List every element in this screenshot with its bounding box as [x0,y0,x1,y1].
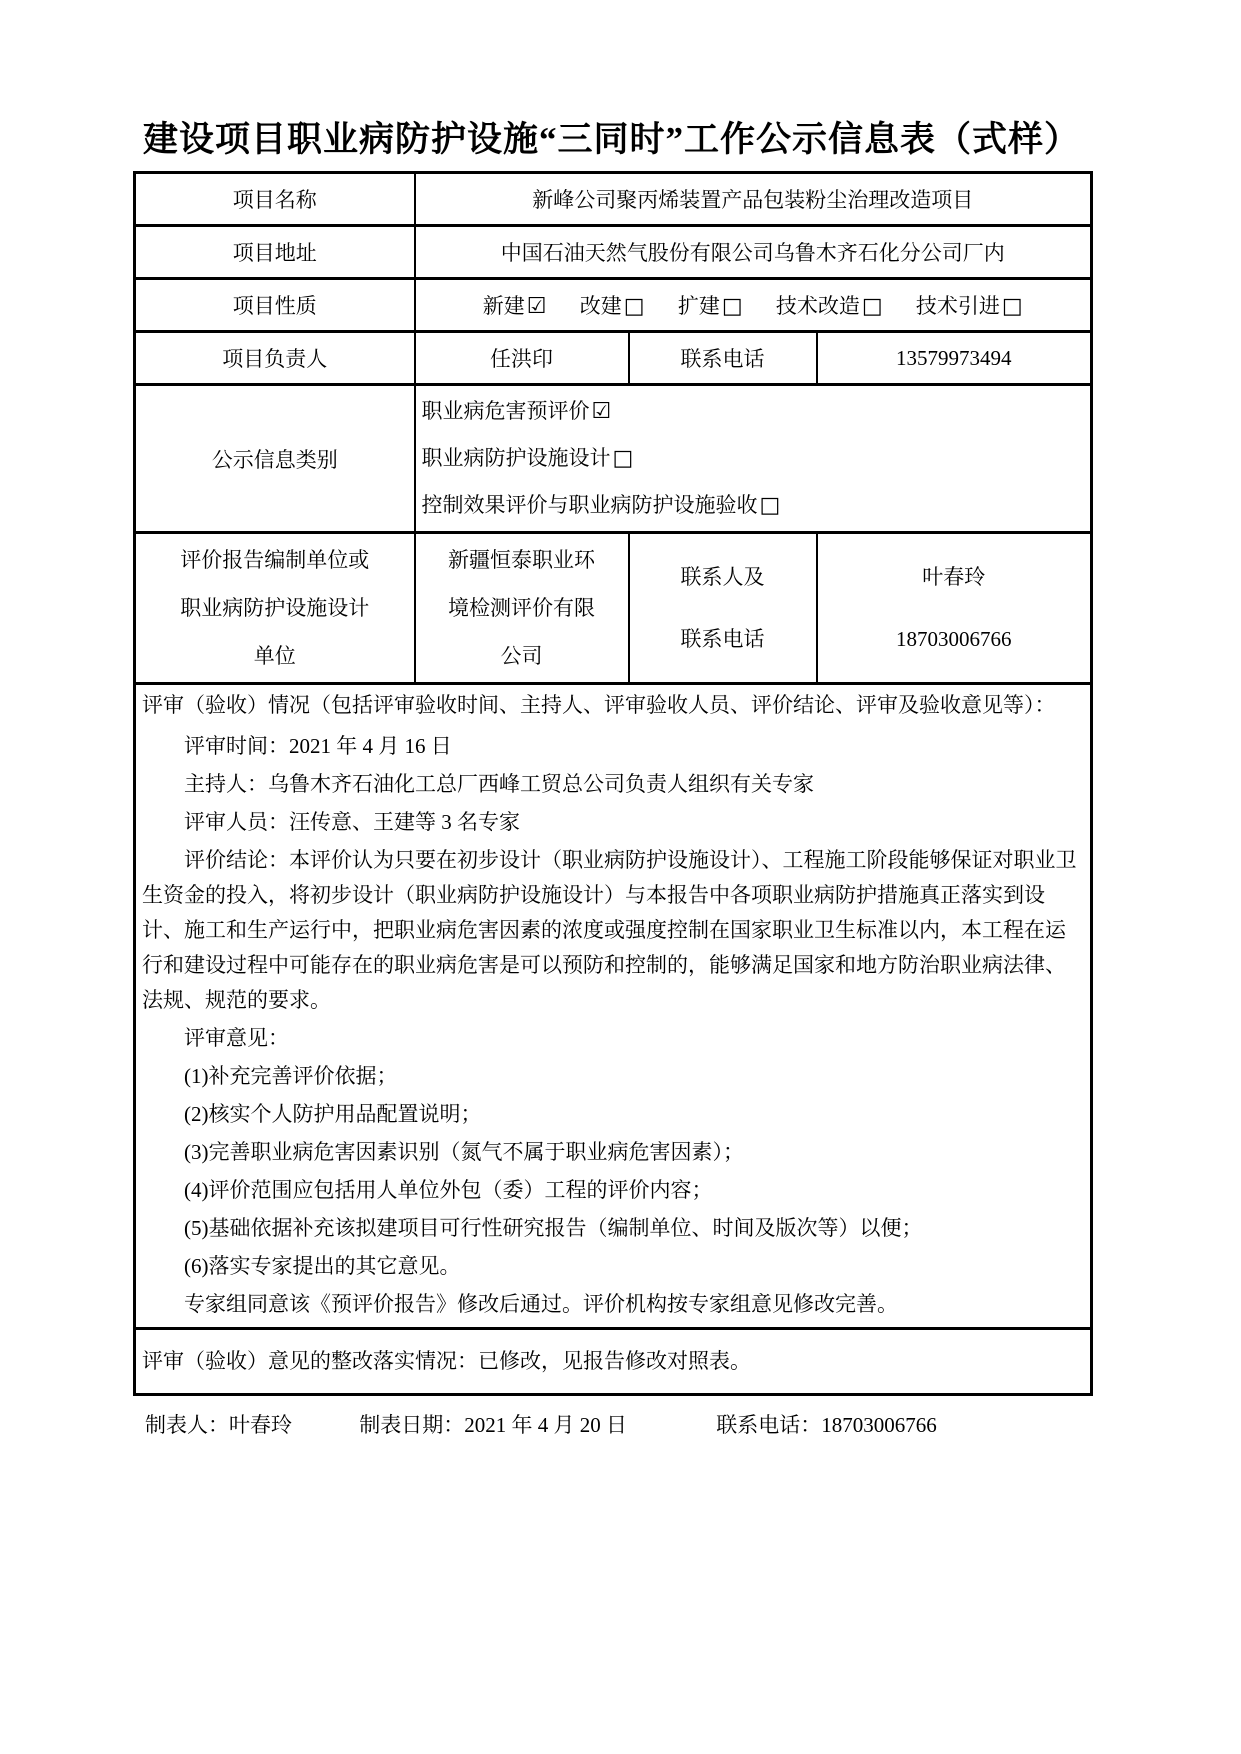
checkbox-checked-icon: ☑ [591,399,612,424]
row-info-category [135,385,1092,533]
org-contact-person: 叶春玲 [922,565,986,589]
row-project-name [135,173,1092,226]
review-situation-cell [135,684,1092,1329]
nature-option-tech-upgrade [776,294,883,318]
review-paragraph: (5)基础依据补充该拟建项目可行性研究报告（编制单位、时间及版次等）以便； [184,1216,923,1240]
preparer [145,1409,292,1439]
checkbox-unchecked-icon: □ [1001,294,1023,319]
checkbox-unchecked-icon: □ [721,294,743,319]
checkbox-unchecked-icon: □ [623,294,645,319]
category-option-label: 职业病危害预评价 [421,399,590,423]
footer-phone-value: 18703006766 [821,1413,937,1437]
project-address-value: 中国石油天然气股份有限公司乌鲁木齐石化分公司厂内 [415,226,1092,279]
footer-phone-label: 联系电话： [716,1413,822,1437]
project-leader-label: 项目负责人 [135,332,415,385]
leader-phone-value: 13579973494 [817,332,1092,385]
review-paragraph: (3)完善职业病危害因素识别（氮气不属于职业病危害因素）； [184,1140,744,1164]
row-project-address [135,226,1092,279]
row-rectification [135,1329,1092,1395]
nature-option-new [483,294,547,318]
page-title: 建设项目职业病防护设施“三同时”工作公示信息表（式样） [142,120,1080,159]
nature-option-expand [678,294,743,318]
nature-option-label: 技术引进 [915,294,1000,318]
review-paragraph: 专家组同意该《预评价报告》修改后通过。评价机构按专家组意见修改完善。 [184,1292,898,1316]
category-option-pre-evaluation [422,388,1085,435]
row-evaluation-org [135,533,1092,684]
row-review-situation [135,684,1092,1329]
nature-option-rebuild [580,294,645,318]
nature-option-label: 扩建 [677,294,720,318]
review-paragraph: 主持人：乌鲁木齐石油化工总厂西峰工贸总公司负责人组织有关专家 [184,772,814,796]
checkbox-checked-icon: ☑ [526,294,547,319]
checkbox-unchecked-icon: □ [861,294,883,319]
footer-phone [716,1409,937,1439]
row-project-leader [135,332,1092,385]
review-heading: 评审（验收）情况（包括评审验收时间、主持人、评审验收人员、评价结论、评审及验收意见等）： [142,693,1056,717]
category-option-label: 控制效果评价与职业病防护设施验收 [421,493,758,517]
org-contact-phone: 18703006766 [896,627,1012,651]
category-option-label: 职业病防护设施设计 [421,446,611,470]
category-option-effect-acceptance [422,482,1085,529]
review-paragraph: 评价结论：本评价认为只要在初步设计（职业病防护设施设计）、工程施工阶段能够保证对职业卫生资金的投入，将初步设计（职业病防护设施设计）与本报告中各项职业病防护措施真正落实到设计、施工和生产运行中，把职业病危害因素的浓度或强度控制在国家职业卫生标准以内，本工程在运行和建设过程中可能存在的职业病危害是可以预防和控制的，能够满足国家和地方防治职业病法律、法规、规范的要求。 [142,848,1077,1012]
evaluation-org-label-line: 评价报告编制单位或 [180,548,370,572]
category-option-facility-design [422,435,1085,482]
project-name-label: 项目名称 [135,173,415,226]
leader-phone-label: 联系电话 [629,332,817,385]
review-paragraph: (1)补充完善评价依据； [184,1064,398,1088]
org-contact-label-line: 联系电话 [680,627,765,651]
table-footer [133,1409,1090,1439]
checkbox-unchecked-icon: □ [759,493,781,518]
project-nature-label: 项目性质 [135,279,415,332]
preparer-name: 叶春玲 [229,1413,292,1437]
evaluation-org-name-line: 公司 [500,644,543,668]
review-paragraph: 评审意见： [184,1026,289,1050]
prepare-date-label: 制表日期： [359,1413,465,1437]
review-paragraph: (4)评价范围应包括用人单位外包（委）工程的评价内容； [184,1178,713,1202]
nature-option-label: 技术改造 [775,294,860,318]
prepare-date [359,1409,627,1439]
project-leader-name: 任洪印 [415,332,629,385]
publicity-info-table [133,171,1093,1396]
row-project-nature [135,279,1092,332]
info-category-label: 公示信息类别 [135,385,415,533]
checkbox-unchecked-icon: □ [612,446,634,471]
org-contact-value [817,533,1092,684]
preparer-label: 制表人： [145,1413,229,1437]
evaluation-org-label [135,533,415,684]
review-paragraph: 评审人员：汪传意、王建等 3 名专家 [184,810,520,834]
info-category-options [415,385,1092,533]
project-name-value: 新峰公司聚丙烯装置产品包装粉尘治理改造项目 [415,173,1092,226]
review-paragraph: (2)核实个人防护用品配置说明； [184,1102,482,1126]
evaluation-org-label-line: 职业病防护设施设计 [180,596,370,620]
prepare-date-value: 2021 年 4 月 20 日 [464,1413,627,1437]
nature-option-tech-import [916,294,1023,318]
evaluation-org-name [415,533,629,684]
evaluation-org-name-line: 新疆恒泰职业环 [448,548,595,572]
project-address-label: 项目地址 [135,226,415,279]
review-paragraph: (6)落实专家提出的其它意见。 [184,1254,461,1278]
org-contact-label-line: 联系人及 [680,565,765,589]
review-paragraph: 评审时间：2021 年 4 月 16 日 [184,734,452,758]
evaluation-org-label-line: 单位 [253,644,296,668]
rectification-status: 评审（验收）意见的整改落实情况：已修改，见报告修改对照表。 [135,1329,1092,1395]
project-nature-options [415,279,1092,332]
nature-option-label: 改建 [579,294,622,318]
nature-option-label: 新建 [482,294,525,318]
org-contact-label [629,533,817,684]
evaluation-org-name-line: 境检测评价有限 [448,596,595,620]
